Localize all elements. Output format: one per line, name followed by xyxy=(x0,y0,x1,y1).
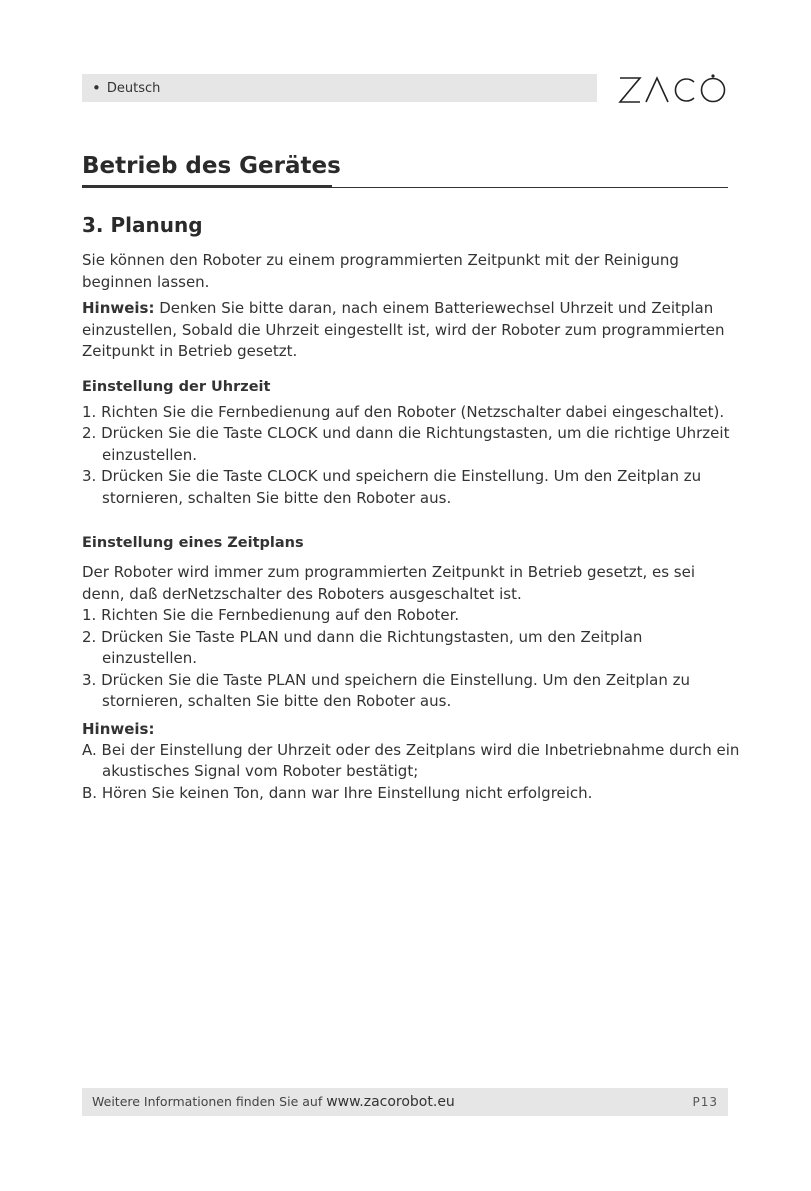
zaco-logo-mark xyxy=(616,70,728,106)
page-footer xyxy=(82,1088,728,1116)
section-note xyxy=(82,298,742,363)
list-item: 3. Drücken Sie die Taste PLAN und speichern die Einstellung. Um den Zeitplan zu stornieren, schalten Sie bitte den Roboter aus. xyxy=(82,670,690,710)
list-item: 2. Drücken Sie Taste PLAN und dann die Richtungstasten, um den Zeitplan einzustellen. xyxy=(82,627,643,667)
page-title: Betrieb des Gerätes xyxy=(82,153,341,179)
plan-heading: Einstellung eines Zeitplans xyxy=(82,535,304,551)
list-item: 1. Richten Sie die Fernbedienung auf den Roboter (Netzschalter dabei eingeschaltet). xyxy=(82,402,725,421)
footer-info-text: Weitere Informationen finden Sie auf xyxy=(92,1094,327,1109)
clock-heading: Einstellung der Uhrzeit xyxy=(82,378,271,395)
note-label: Hinweis: xyxy=(82,299,155,317)
zaco-logo xyxy=(616,70,728,106)
language-label: Deutsch xyxy=(106,80,161,96)
list-item: 1. Richten Sie die Fernbedienung auf den Roboter. xyxy=(82,606,460,624)
hints-list xyxy=(82,740,742,805)
section-heading: 3. Planung xyxy=(82,213,203,237)
bullet-icon: • xyxy=(92,78,101,97)
list-item: A. Bei der Einstellung der Uhrzeit oder des Zeitplans wird die Inbetriebnahme durch ein akustisches Signal vom Roboter bestätigt; xyxy=(82,740,740,780)
list-item: B. Hören Sie keinen Ton, dann war Ihre Einstellung nicht erfolgreich. xyxy=(82,783,593,802)
plan-steps xyxy=(82,605,742,713)
page-number: P13 xyxy=(692,1095,718,1109)
list-item: 3. Drücken Sie die Taste CLOCK und speichern die Einstellung. Um den Zeitplan zu stornieren, schalten Sie bitte den Roboter aus. xyxy=(82,467,702,507)
section-intro: Sie können den Roboter zu einem programmierten Zeitpunkt mit der Reinigung beginnen lassen. xyxy=(82,251,679,291)
title-underline xyxy=(82,185,332,187)
language-bar xyxy=(82,74,597,102)
hints-heading: Hinweis: xyxy=(82,719,155,738)
clock-steps xyxy=(82,402,742,510)
footer-info xyxy=(92,1094,455,1110)
list-item: 2. Drücken Sie die Taste CLOCK und dann die Richtungstasten, um die richtige Uhrzeit einzustellen. xyxy=(82,424,730,464)
title-divider xyxy=(82,187,728,188)
main-content xyxy=(82,210,742,804)
plan-intro: Der Roboter wird immer zum programmierten Zeitpunkt in Betrieb gesetzt, es sei denn, daß derNetzschalter des Roboters ausgeschaltet ist. xyxy=(82,563,696,603)
note-text: Denken Sie bitte daran, nach einem Batteriewechsel Uhrzeit und Zeitplan einzustellen, Sobald die Uhrzeit eingestellt ist, wird der Roboter zum programmierten Zeitpunkt in Betrieb gesetzt. xyxy=(82,299,725,360)
website-link[interactable]: www.zacorobot.eu xyxy=(326,1094,455,1110)
